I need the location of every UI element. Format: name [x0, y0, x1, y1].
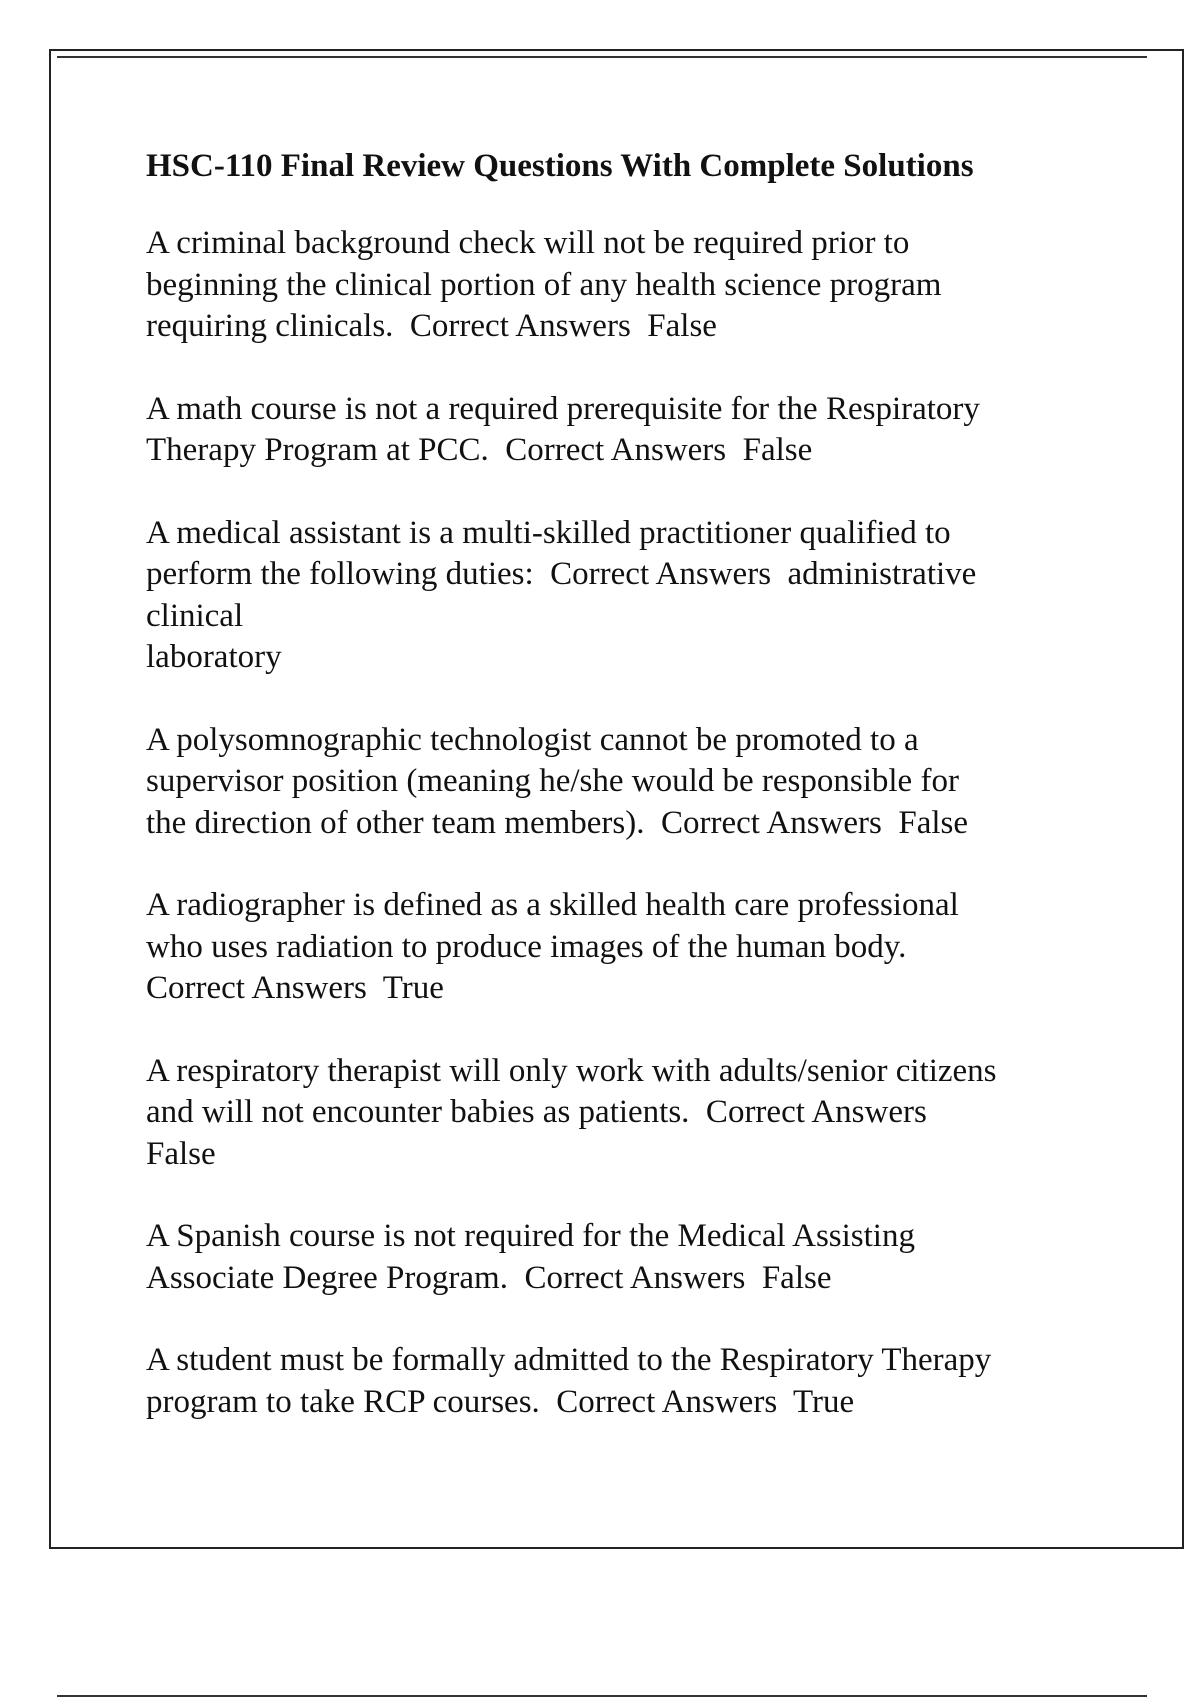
qa-item-5: A radiographer is defined as a skilled health care professional who uses radiation to produce images of the human body. Correct Answers True	[146, 887, 959, 1006]
top-rule	[57, 56, 1147, 58]
document-title: HSC-110 Final Review Questions With Complete Solutions	[146, 148, 974, 184]
document-body	[146, 145, 1106, 1464]
qa-item-6: A respiratory therapist will only work with adults/senior citizens and will not encounter babies as patients. Correct Answers False	[146, 1052, 997, 1172]
qa-item-4: A polysomnographic technologist cannot be promoted to a supervisor position (meaning he/she would be responsible for the direction of other team members). Correct Answers False	[146, 721, 969, 841]
qa-item-1: A criminal background check will not be required prior to beginning the clinical portion of any health science program requiring clinicals. Correct Answers False	[146, 225, 942, 344]
qa-item-3: A medical assistant is a multi-skilled practitioner qualified to perform the following duties: Correct Answers administrative clinical laboratory	[146, 514, 977, 675]
qa-item-7: A Spanish course is not required for the Medical Assisting Associate Degree Program. Correct Answers False	[146, 1218, 915, 1296]
bottom-rule	[57, 1695, 1147, 1697]
qa-item-2: A math course is not a required prerequisite for the Respiratory Therapy Program at PCC. Correct Answers False	[146, 390, 980, 468]
qa-item-8: A student must be formally admitted to the Respiratory Therapy program to take RCP courses. Correct Answers True	[146, 1342, 992, 1420]
